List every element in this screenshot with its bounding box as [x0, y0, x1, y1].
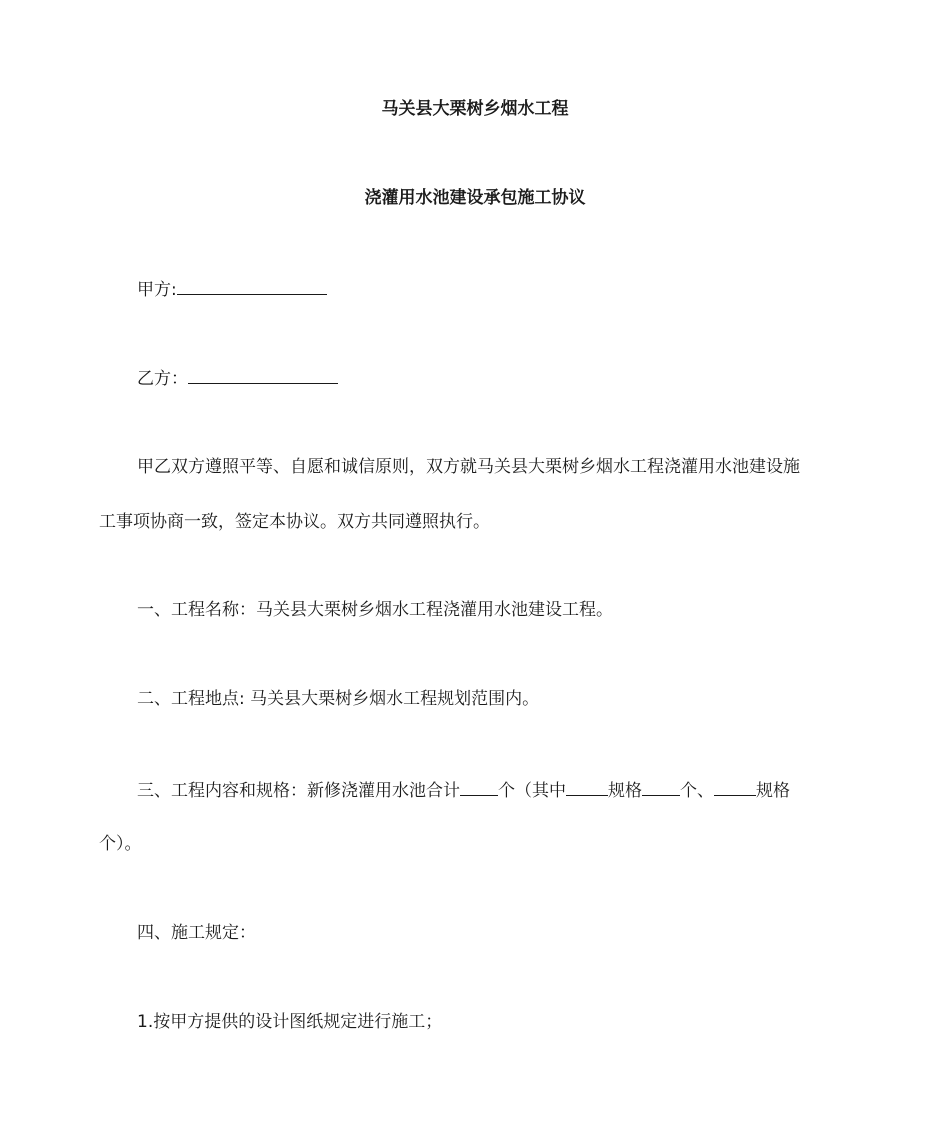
intro-line-1: 甲乙双方遵照平等、自愿和诚信原则，双方就马关县大栗树乡烟水工程浇灌用水池建设施 [137, 457, 800, 477]
document-title-line1: 马关县大栗树乡烟水工程 [381, 99, 569, 119]
item3-text-part3: 规格 [608, 781, 642, 801]
item3-text-part2: 个（其中 [498, 781, 566, 801]
party-a-label: 甲方: [137, 280, 177, 300]
document-title-line2: 浇灌用水池建设承包施工协议 [364, 188, 586, 208]
party-b-line [137, 365, 338, 391]
item-project-content-line2: 个）。 [99, 834, 142, 854]
item3-text-part5: 规格 [756, 781, 790, 801]
spec1-blank [566, 777, 608, 796]
item-project-name: 一、工程名称：马关县大栗树乡烟水工程浇灌用水池建设工程。 [137, 600, 613, 620]
pool-total-blank [460, 777, 498, 796]
item3-text-part4: 个、 [680, 781, 714, 801]
item-project-content-line1 [137, 777, 790, 803]
spec2-blank [714, 777, 756, 796]
intro-line-2: 工事项协商一致，签定本协议。双方共同遵照执行。 [99, 512, 490, 532]
party-a-line [137, 276, 327, 302]
item-project-location: 二、工程地点: 马关县大栗树乡烟水工程规划范围内。 [137, 689, 540, 709]
party-a-blank [177, 276, 327, 295]
party-b-blank [188, 365, 338, 384]
item3-text-part1: 三、工程内容和规格：新修浇灌用水池合计 [137, 781, 460, 801]
item-construction-rules: 四、施工规定： [137, 923, 256, 943]
rule-1: 1.按甲方提供的设计图纸规定进行施工； [137, 1012, 443, 1032]
spec1-count-blank [642, 777, 680, 796]
party-b-label: 乙方： [137, 369, 188, 389]
